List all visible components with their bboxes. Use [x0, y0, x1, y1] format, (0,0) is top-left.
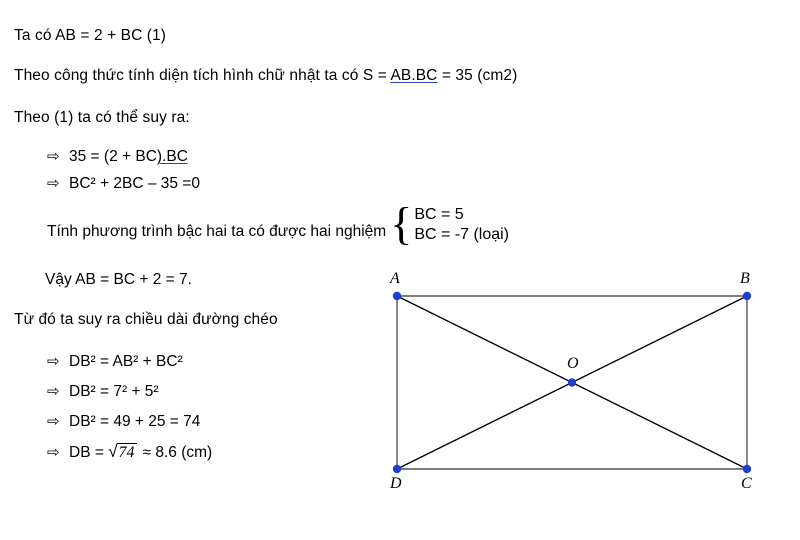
- label-d: D: [390, 475, 402, 492]
- step-line-1-part1: 35 = (2 + BC: [69, 148, 157, 165]
- label-a: A: [390, 270, 400, 287]
- system-rows: [414, 206, 509, 244]
- step-line-1-underlined: ).BC: [156, 148, 188, 165]
- brace-icon: {: [390, 197, 413, 249]
- step-line-1: [47, 147, 188, 167]
- step-line-4: [47, 382, 159, 402]
- text-line-1: Ta có AB = 2 + BC (1): [14, 27, 167, 44]
- step-line-4-text: DB² = 7² + 5²: [69, 383, 159, 400]
- label-c: C: [741, 475, 752, 492]
- step-line-6-suffix: ≈ 8.6 (cm): [142, 444, 213, 461]
- diagonal-intro: Từ đó ta suy ra chiều dài đường chéo: [14, 311, 278, 328]
- arrow-icon: ⇨: [47, 413, 60, 430]
- text-line-2-underlined: AB.BC: [390, 67, 438, 84]
- step-line-5-text: DB² = 49 + 25 = 74: [69, 413, 201, 430]
- step-line-6-prefix: DB =: [69, 444, 109, 461]
- rectangle-figure-svg: [385, 270, 775, 505]
- step-line-2-text: BC² + 2BC – 35 =0: [69, 175, 200, 192]
- text-line-3: Theo (1) ta có thể suy ra:: [14, 109, 190, 126]
- point-a: [393, 292, 401, 300]
- quadratic-roots-label: Tính phương trình bậc hai ta có được hai nghiệm: [47, 223, 387, 240]
- text-line-2: [14, 66, 517, 85]
- point-b: [743, 292, 751, 300]
- step-line-6: [47, 441, 212, 463]
- label-o: O: [567, 355, 579, 372]
- step-line-3-text: DB² = AB² + BC²: [69, 353, 183, 370]
- arrow-icon: ⇨: [47, 353, 60, 370]
- step-line-2: [47, 174, 200, 194]
- text-line-2-part3: = 35 (cm2): [437, 67, 518, 84]
- conclusion-ab: Vậy AB = BC + 2 = 7.: [45, 271, 192, 288]
- arrow-icon: ⇨: [47, 148, 60, 165]
- point-d: [393, 465, 401, 473]
- square-root-expression: [108, 441, 136, 463]
- arrow-icon: ⇨: [47, 175, 60, 192]
- step-line-5: [47, 412, 200, 432]
- system-row-2: BC = -7 (loại): [414, 226, 510, 243]
- radical-sign-icon: √: [108, 442, 118, 461]
- step-line-3: [47, 352, 183, 372]
- label-b: B: [740, 270, 750, 287]
- rectangle-figure: [385, 270, 775, 505]
- point-o: [568, 378, 576, 386]
- text-line-2-part1: Theo công thức tính diện tích hình chữ nhật ta có S =: [14, 67, 391, 84]
- arrow-icon: ⇨: [47, 444, 60, 461]
- system-row-1: BC = 5: [414, 206, 464, 223]
- radicand: 74: [118, 444, 135, 461]
- arrow-icon: ⇨: [47, 383, 60, 400]
- point-c: [743, 465, 751, 473]
- quadratic-roots-line: [47, 197, 510, 249]
